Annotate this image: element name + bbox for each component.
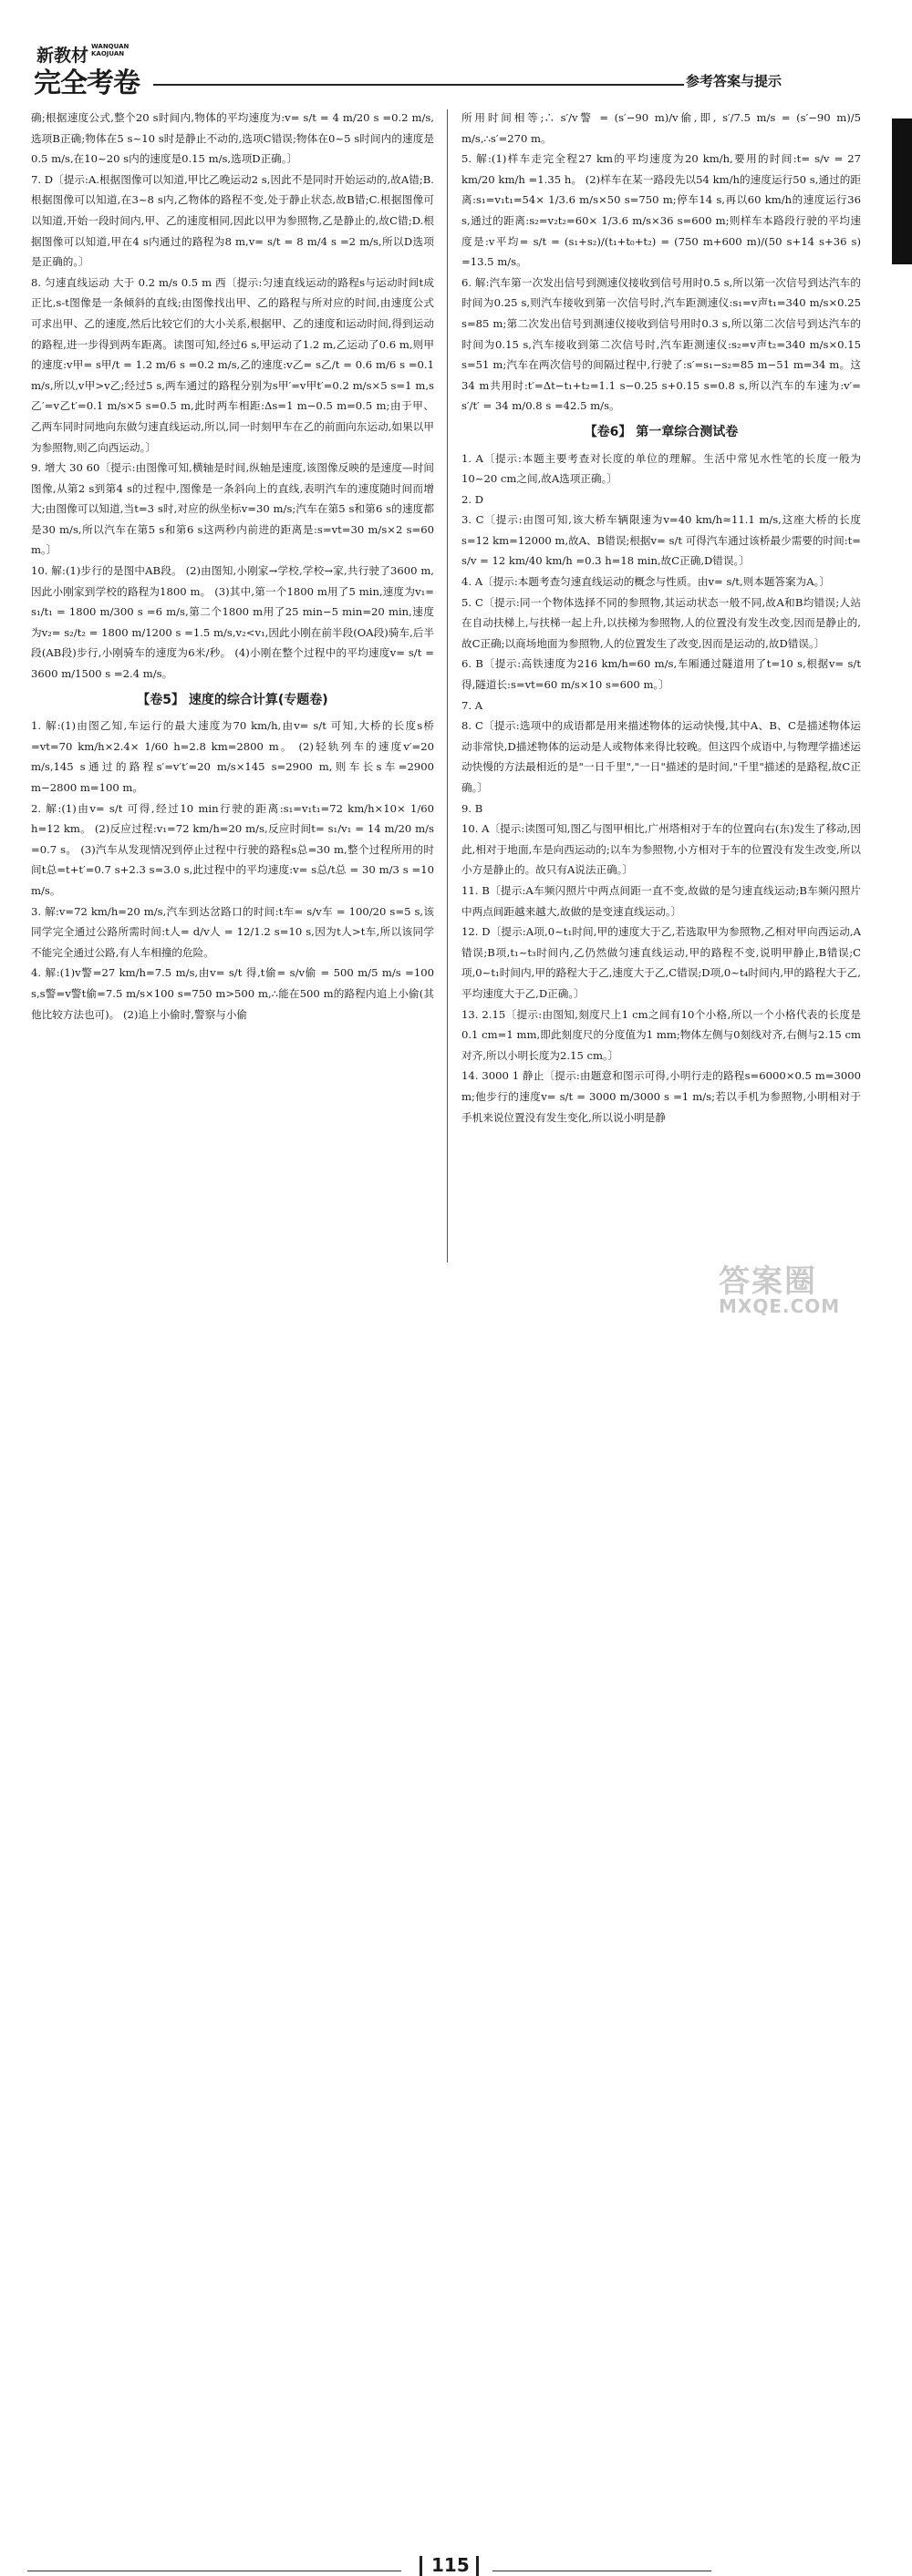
answer-item-2: 2. 解:(1)由v= s/t 可得,经过10 min行驶的距离:s₁=v₁t₁=72 km/h×10× 1/60 h=12 km。 (2)反应过程:v₁=72 km/h=20 m/s,反应时间t= s₁/v₁ = 14 m/20 m/s =0.7 s。 (3)汽车从发现情况到停止过程中行驶的路程s总=30 m,整个过程所用的时间t总=t+t′=0.7 s+2.3 s=3.0 s,此过程中的平均速度:v= s总/t总 = 30 m/3 s =10 m/s。 [31,801,434,897]
right-column [461,108,861,1128]
answer-item-9: 9. B [461,801,483,815]
section-heading-juan6: 【卷6】 第一章综合测试卷 [584,424,739,439]
page-number: 115 [431,2554,470,2576]
brand-pinyin [91,43,129,57]
answer-item-4: 4. A〔提示:本题考查匀速直线运动的概念与性质。由v= s/t,则本题答案为A。〕 [461,575,830,589]
answer-item-10: 10. A〔提示:读图可知,图乙与图甲相比,广州塔相对于车的位置向右(东)发生了移动,因此,相对于地面,车是向西运动的;以车为参照物,小方相对于车的位置没有发生改变,所以小方是静止的。故只有A说法正确。〕 [461,822,861,877]
brand-pinyin-line2: KAOJUAN [91,50,125,57]
section-title: 参考答案与提示 [686,73,782,89]
answer-item-3: 3. 解:v=72 km/h=20 m/s,汽车到达岔路口的时间:t车= s/v车 = 100/20 s=5 s,该同学完全通过公路所需时间:t人= d/v人 = 12/1.2 s=10 s,因为t人>t车,所以该同学不能完全通过公路,有人车相撞的危险。 [31,904,434,959]
answer-item-5: 5. C〔提示:同一个物体选择不同的参照物,其运动状态一般不同,故A和B均错误;人站在自动扶梯上,与扶梯一起上升,以扶梯为参照物,人的位置没有发生改变,因而是静止的,故C正确;以商场地面为参照物,人的位置发生了改变,因而是运动的,故D错误。〕 [461,595,861,650]
answer-item-7: 7. D〔提示:A.根据图像可以知道,甲比乙晚运动2 s,因此不是同时开始运动的,故A错;B.根据图像可以知道,在3~8 s内,乙物体的路程不变,处于静止状态,故B错;C.根据图像可以知道,开始一段时间内,甲、乙的速度相同,因此以甲为参照物,乙是静止的,故C错;D.根据图像可以知道,甲在4 s内通过的路程为8 m,v= s/t = 8 m/4 s =2 m/s,所以D选项是正确的。〕 [31,172,434,269]
column-divider [447,109,448,1262]
answer-item-5: 5. 解:(1)样车走完全程27 km的平均速度为20 km/h,要用的时间:t= s/v = 27 km/20 km/h =1.35 h。 (2)样车在某一路段先以54 km/h的速度运行50 s,通过的距离:s₁=v₁t₁=54× 1/3.6 m/s×50 s=750 m;停车14 s,再以60 km/h的速度运行36 s,通过的距离:s₂=v₂t₂=60× 1/3.6 m/s×36 s=600 m;则样车本路段行驶的平均速度是:v平均= s/t = (s₁+s₂)/(t₁+t₀+t₂) = (750 m+600 m)/(50 s+14 s+36 s) =13.5 m/s。 [461,152,861,269]
answer-item-13: 13. 2.15〔提示:由图知,刻度尺上1 cm之间有10个小格,所以一个小格代表的长度是0.1 cm=1 mm,即此刻度尺的分度值为1 mm;物体左侧与0刻线对齐,右侧与2.15 cm对齐,所以小明长度为2.15 cm。〕 [461,1007,861,1062]
brand-subtitle: 新教材 [36,46,89,66]
header-divider [153,84,684,86]
answer-item-8: 8. 匀速直线运动 大于 0.2 m/s 0.5 m 西〔提示:匀速直线运动的路程s与运动时间t成正比,s-t图像是一条倾斜的直线;由图像找出甲、乙的路程与所对应的时间,由速度公式可求出甲、乙的速度,然后比较它们的大小关系,根据甲、乙的速度和运动时间,得到运动的路程,进一步得到两车距离。读图可知,经过6 s,甲运动了1.2 m,乙运动了0.6 m,则甲的速度:v甲= s甲/t = 1.2 m/6 s =0.2 m/s,乙的速度:v乙= s乙/t = 0.6 m/6 s =0.1 m/s,所以,v甲>v乙;经过5 s,两车通过的路程分别为s甲′=v甲t′=0.2 m/s×5 s=1 m,s乙′=v乙t′=0.1 m/s×5 s=0.5 m,此时两车相距:Δs=1 m−0.5 m=0.5 m;由于甲、乙两车同时同地向东做匀速直线运动,所以,同一时刻甲车在乙的前面向东运动,如果以甲为参照物,则乙向西运动。〕 [31,275,434,454]
watermark-url: MXQE.COM [719,1295,841,1317]
section-heading-juan5: 【卷5】 速度的综合计算(专题卷) [137,692,328,707]
page-header [0,0,912,99]
page-number-bar-right [476,2556,479,2576]
answer-item-1: 1. 解:(1)由图乙知,车运行的最大速度为70 km/h,由v= s/t 可知,大桥的长度s桥=vt=70 km/h×2.4× 1/60 h=2.8 km=2800 m。 (2)轻轨列车的速度v′=20 m/s,145 s通过的路程s′=v′t′=20 m/s×145 s=2900 m,则车长s车=2900 m−2800 m=100 m。 [31,719,434,794]
watermark-logo-text: 答案圈 [719,1263,817,1300]
page-edge-tab [892,118,912,264]
answer-item-10: 10. 解:(1)步行的是图中AB段。 (2)由图知,小刚家→学校,学校→家,共行驶了3600 m,因此小刚家到学校的路程为1800 m。 (3)其中,第一个1800 m用了5 min,速度为v₁= s₁/t₁ = 1800 m/300 s =6 m/s,第二个1800 m用了25 min−5 min=20 min,速度为v₂= s₂/t₂ = 1800 m/1200 s =1.5 m/s,v₂<v₁,因此小刚在前半段(OA段)骑车,后半段(AB段)步行,小刚骑车的速度为6米/秒。 (4)小刚在整个过程中的平均速度v= s/t = 3600 m/1500 s =2.4 m/s。 [31,564,434,681]
answer-item-6: 6. B〔提示:高铁速度为216 km/h=60 m/s,车厢通过隧道用了t=10 s,根据v= s/t 得,隧道长:s=vt=60 m/s×10 s=600 m。〕 [461,657,861,692]
answer-item-8: 8. C〔提示:选项中的成语都是用来描述物体的运动快慢,其中A、B、C是描述物体运动非常快,D描述物体的运动是人或物体来得比较晚。但这四个成语中,与物理学描述运动快慢的方法最相近的是"一日千里","一日"描述的是时间,"千里"描述的是路程,故C正确。〕 [461,719,861,794]
site-watermark [719,1256,840,1317]
answer-item-12: 12. D〔提示:A项,0~t₁时间,甲的速度大于乙,若选取甲为参照物,乙相对甲向西运动,A错误;B项,t₁~t₃时间内,乙仍然做匀速直线运动,甲的路程不变,说明甲静止,B错误;C项,0~t₁时间内,甲的路程大于乙,速度大于乙,C错误;D项,0~t₄时间内,甲的路程大于乙,平均速度大于乙,D正确。〕 [461,925,861,1000]
answer-paragraph: 所用时间相等;∴ s′/v警 = (s′−90 m)/v偷,即, s′/7.5 m/s = (s′−90 m)/5 m/s,∴s′=270 m。 [461,111,861,145]
answer-item-11: 11. B〔提示:A车频闪照片中两点间距一直不变,故做的是匀速直线运动;B车频闪照片中两点间距越来越大,故做的是变速直线运动。〕 [461,883,861,918]
answer-item-6: 6. 解:汽车第一次发出信号到测速仪接收到信号用时0.5 s,所以第一次信号到达汽车的时间为0.25 s,则汽车接收到第一次信号时,汽车距测速仪:s₁=v声t₁=340 m/s×0.25 s=85 m;第二次发出信号到测速仪接收到信号用时0.3 s,所以第二次信号到达汽车的时间为0.15 s,汽车接收到第二次信号时,汽车距测速仪:s₂=v声t₂=340 m/s×0.15 s=51 m;汽车在两次信号的间隔过程中,行驶了:s′=s₁−s₂=85 m−51 m=34 m。这34 m共用时:t′=Δt−t₁+t₂=1.1 s−0.25 s+0.15 s=0.8 s,所以汽车的车速为:v′= s′/t′ = 34 m/0.8 s =42.5 m/s。 [461,275,861,413]
left-column [31,108,434,1025]
answer-paragraph: 确;根据速度公式,整个20 s时间内,物体的平均速度为:v= s/t = 4 m/20 s =0.2 m/s,选项B正确;物体在5 s~10 s时是静止不动的,选项C错误;物体在0~5 s时间内的速度是0.5 m/s,在10~20 s内的速度是0.15 m/s,选项D正确。〕 [31,111,434,166]
answer-item-4: 4. 解:(1)v警=27 km/h=7.5 m/s,由v= s/t 得,t偷= s/v偷 = 500 m/5 m/s =100 s,s警=v警t偷=7.5 m/s×100 s=750 m>500 m,∴能在500 m的路程内追上小偷(其他比较方法也可)。 (2)追上小偷时,警察与小偷 [31,966,434,1021]
answer-item-2: 2. D [461,492,484,506]
answer-item-1: 1. A〔提示:本题主要考查对长度的单位的理解。生活中常见水性笔的长度一般为10~20 cm之间,故A选项正确。〕 [461,451,861,486]
answer-item-7: 7. A [461,698,483,712]
answer-item-9: 9. 增大 30 60〔提示:由图像可知,横轴是时间,纵轴是速度,该图像反映的是速度—时间图像,从第2 s到第4 s的过程中,图像是一条斜向上的直线,表明汽车的速度随时间而增大;由图像可以知道,当t=3 s时,对应的纵坐标v=30 m/s;汽车在第5 s和第6 s的速度都是30 m/s,所以汽车在第5 s和第6 s这两秒内前进的距离是:s=vt=30 m/s×2 s=60 m。〕 [31,461,434,557]
brand-pinyin-line1: WANQUAN [91,43,130,50]
page-number-bar-left [420,2556,422,2576]
brand-logo-text: 完全考卷 [34,67,140,99]
answer-item-3: 3. C〔提示:由图可知,该大桥车辆限速为v=40 km/h≈11.1 m/s,这座大桥的长度s=12 km=12000 m,故A、B错误;根据v= s/t 可得汽车通过该桥最少需要的时间:t= s/v = 12 km/40 km/h =0.3 h=18 min,故C正确,D错误。〕 [461,513,861,568]
answer-item-14: 14. 3000 1 静止〔提示:由题意和图示可得,小明行走的路程s=6000×0.5 m=3000 m;他步行的速度v= s/t = 3000 m/3000 s =1 m/s;若以手机为参照物,小明相对于手机来说位置没有发生变化,所以说小明是静 [461,1069,861,1124]
